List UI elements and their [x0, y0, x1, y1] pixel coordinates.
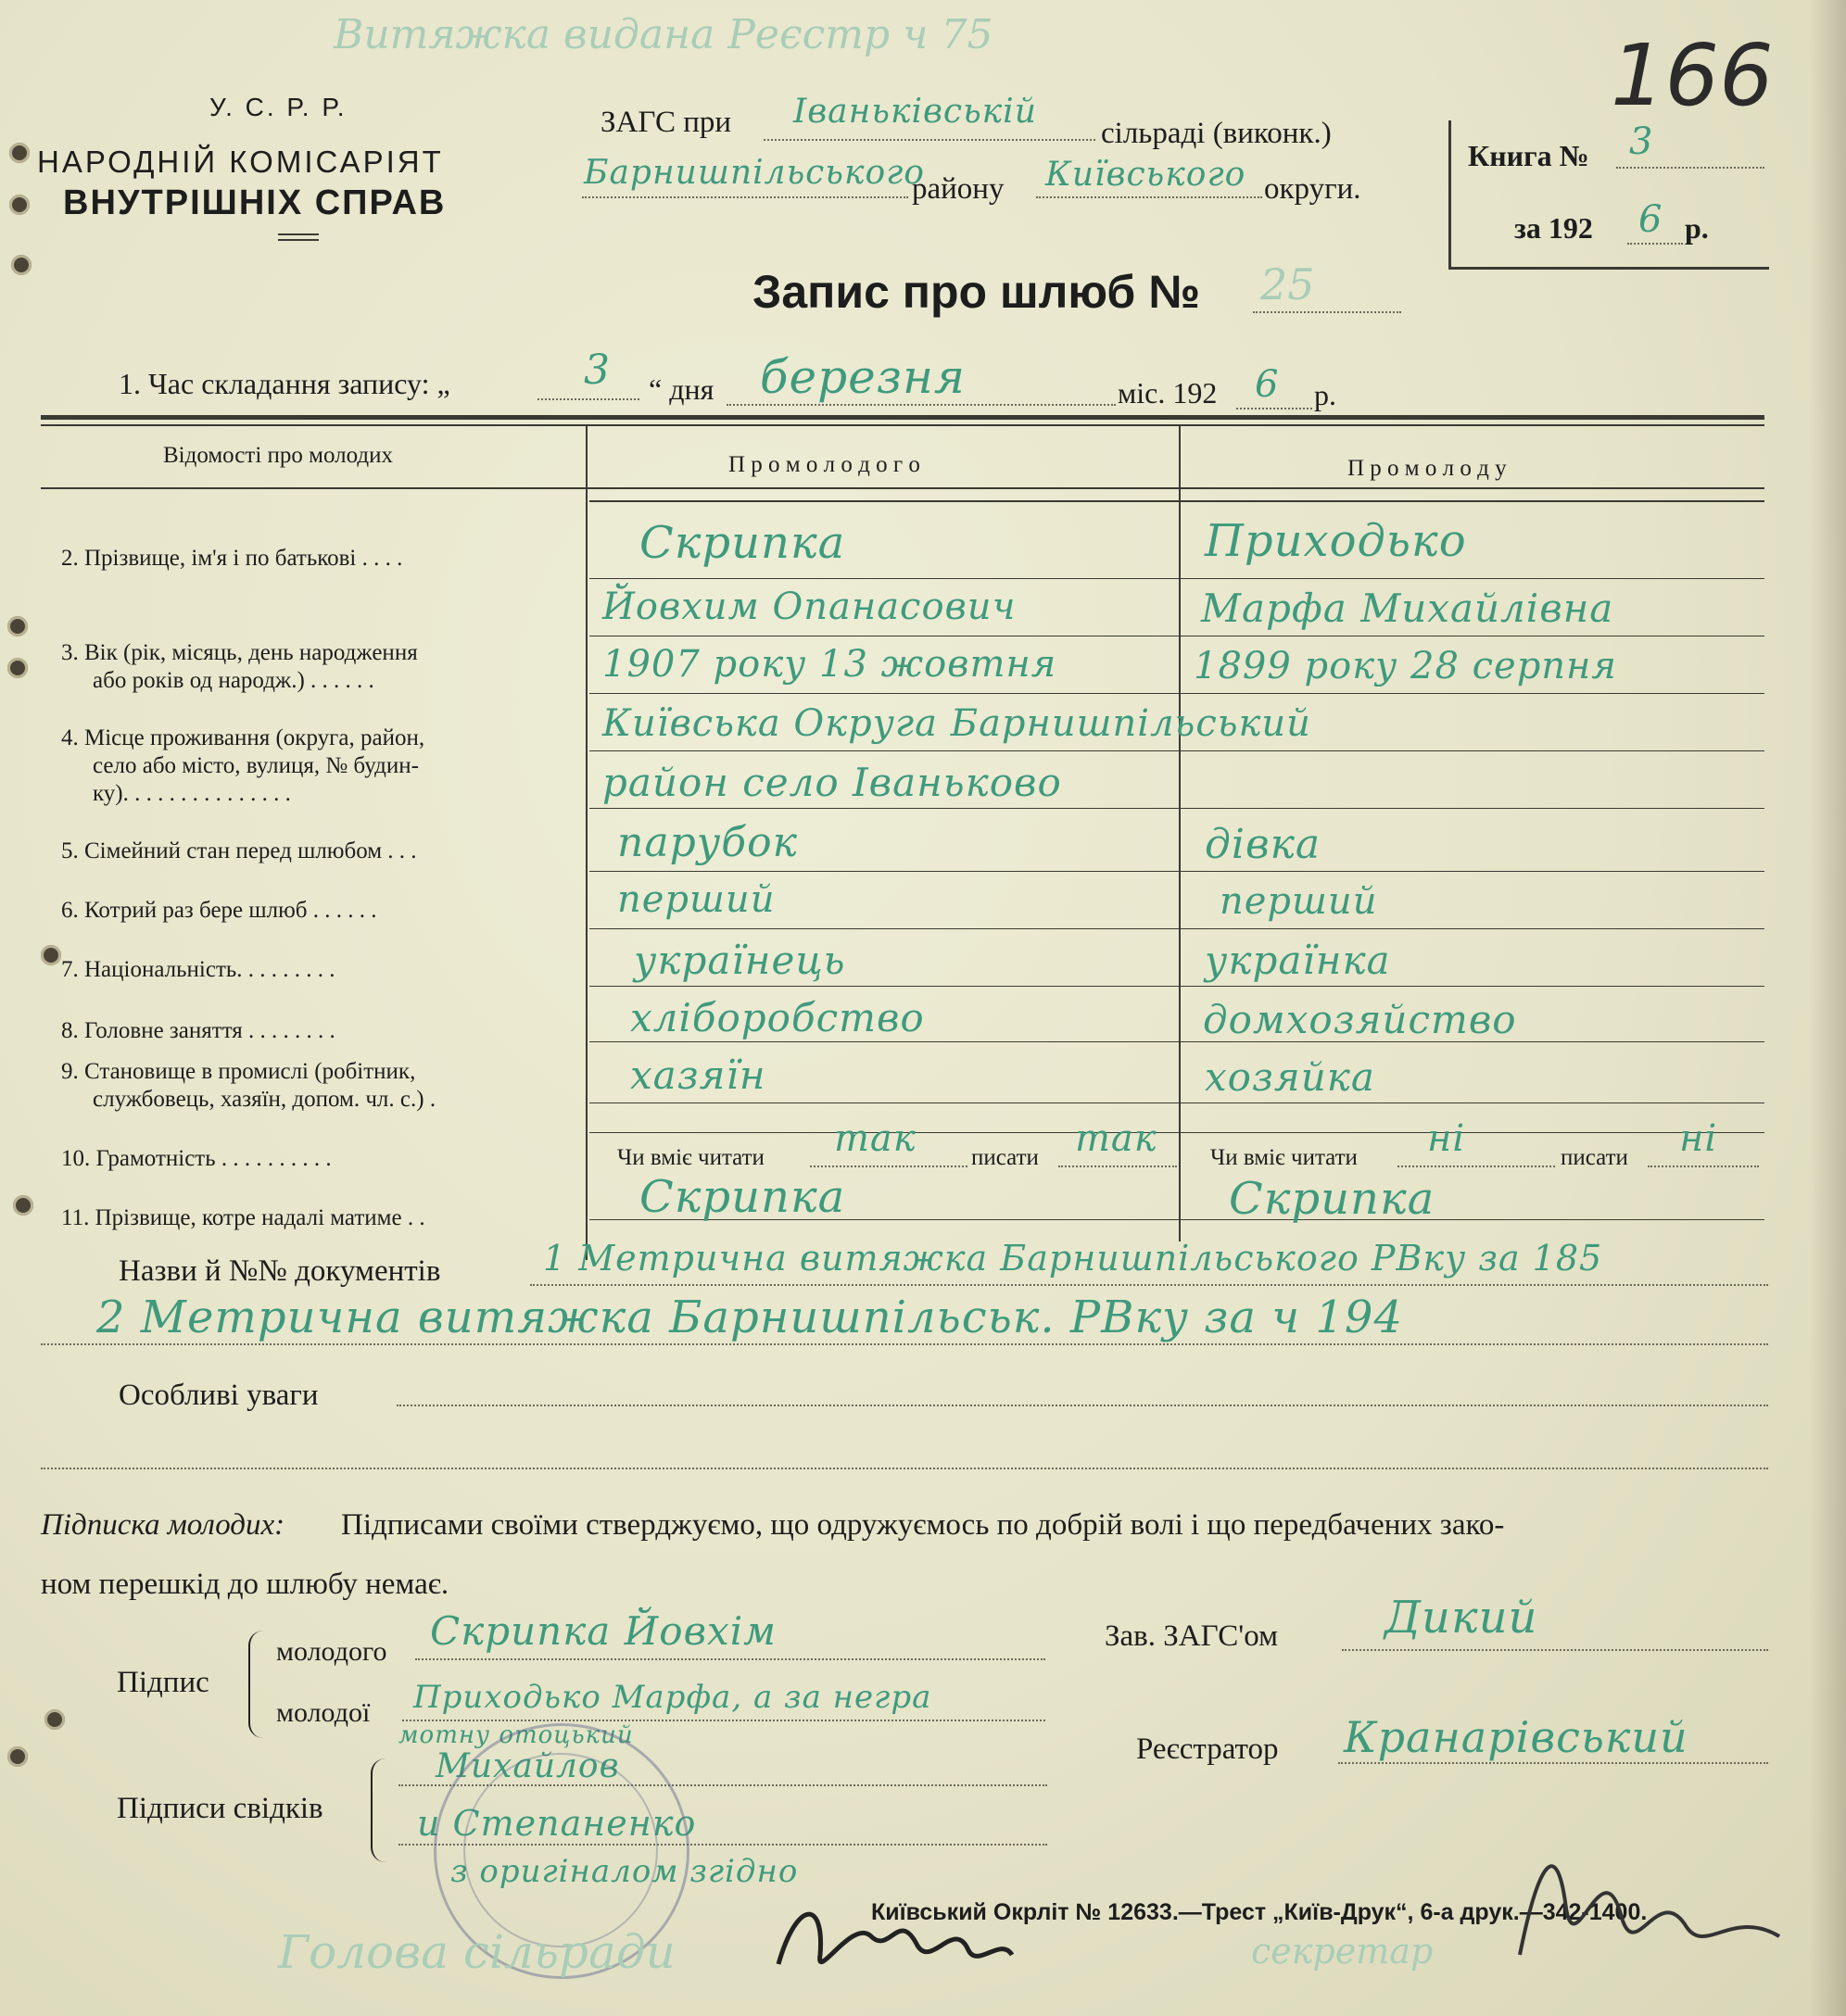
village-council-value: Іваньківській	[793, 93, 1037, 131]
groom-occupation: хліборобство	[630, 995, 925, 1040]
groom-name: Йовхим Опанасович	[602, 586, 1017, 628]
table-top-rule	[41, 424, 1764, 426]
book-year-digit: 6	[1638, 198, 1663, 241]
groom-future-surname: Скрипка	[639, 1171, 846, 1223]
documents-line1: 1 Метрична витяжка Барнишпільського РВку за 185	[543, 1238, 1603, 1279]
witnesses-label: Підписи свідків	[117, 1792, 323, 1825]
dotted-line	[810, 1166, 967, 1167]
row-rule	[589, 871, 1764, 872]
groom-position: хазяїн	[630, 1052, 766, 1098]
binder-hole	[9, 143, 30, 163]
signature-label: Підпис	[117, 1666, 209, 1699]
witness-bracket	[371, 1758, 386, 1862]
record-month: березня	[760, 350, 967, 404]
district-value: Барнишпільського	[584, 154, 925, 192]
record-time-label: 1. Час складання запису: „	[119, 367, 450, 400]
page-number: 166	[1611, 26, 1774, 125]
dotted-line	[415, 1658, 1045, 1660]
row-rule	[589, 986, 1764, 987]
remarks-label: Особливі уваги	[119, 1379, 319, 1412]
page-edge-shadow	[1809, 0, 1846, 2016]
column-divider	[1179, 426, 1181, 1241]
table-header-rule	[589, 500, 1764, 502]
bride-name: Марфа Михайлівна	[1201, 586, 1614, 631]
record-year-suffix: р.	[1314, 378, 1336, 411]
declaration-lead: Підписка молодих:	[41, 1508, 285, 1542]
commissariat-line1: НАРОДНІЙ КОМІСАРІЯТ	[37, 145, 444, 179]
bride-occupation: домхозяйство	[1203, 997, 1517, 1042]
binder-hole	[7, 1746, 28, 1767]
column-header-bride: П р о м о л о д у	[1347, 456, 1507, 481]
row-rule	[589, 578, 1764, 579]
row-label-surname: 2. Прізвище, ім'я і по батькові . . . .	[61, 546, 403, 571]
book-box-border	[1448, 120, 1451, 269]
book-year-label: за 192	[1514, 211, 1593, 245]
column-header-groom: П р о м о л о д о г о	[728, 452, 920, 477]
binder-hole	[41, 945, 61, 965]
bride-future-surname: Скрипка	[1229, 1173, 1435, 1225]
dotted-line	[1648, 1166, 1759, 1167]
row-label-residence-3: ку). . . . . . . . . . . . . . .	[93, 781, 291, 806]
ussr-header: У. С. Р. Р.	[209, 93, 348, 121]
dotted-line	[1627, 243, 1683, 245]
bride-nationality: українка	[1205, 938, 1391, 983]
row-label-occupation: 8. Головне заняття . . . . . . . .	[61, 1018, 335, 1043]
dotted-line	[397, 1405, 1768, 1406]
row-label-residence: 4. Місце проживання (округа, район,	[61, 725, 425, 750]
dotted-line	[1338, 1762, 1768, 1764]
secretary-note: секретар	[1251, 1931, 1434, 1972]
row-rule	[589, 693, 1764, 694]
pencil-note-top: Витяжка видана Реєстр ч 75	[334, 11, 993, 58]
groom-times: перший	[617, 878, 776, 921]
bride-signature-2: мотну отоцький	[398, 1721, 634, 1749]
bride-write-label: писати	[1561, 1145, 1628, 1170]
groom-write: так	[1075, 1117, 1157, 1160]
binder-hole	[7, 658, 28, 678]
column-header-info: Відомості про молодих	[163, 443, 393, 468]
row-rule	[589, 928, 1764, 929]
documents-line2: 2 Метрична витяжка Барнишпільськ. РВку за ч 194	[96, 1292, 1404, 1343]
witness-1: Михайлов	[436, 1747, 620, 1785]
groom-marital: парубок	[617, 819, 798, 866]
row-label-future-surname: 11. Прізвище, котре надалі матиме . .	[61, 1205, 425, 1230]
row-label-literacy: 10. Грамотність . . . . . . . . . .	[61, 1146, 332, 1171]
row-label-position: 9. Становище в промислі (робітник,	[61, 1059, 416, 1084]
record-day: 3	[584, 346, 611, 394]
row-label-position-2: службовець, хазяїн, допом. чл. с.) .	[93, 1087, 436, 1112]
binder-hole	[13, 1195, 33, 1216]
column-divider	[586, 426, 588, 1260]
bride-write: ні	[1679, 1117, 1718, 1160]
groom-nationality: українець	[634, 938, 846, 983]
signature-bracket	[248, 1631, 263, 1738]
record-number: 25	[1260, 259, 1315, 309]
dotted-line	[41, 1468, 1768, 1469]
row-label-nationality: 7. Національність. . . . . . . . .	[61, 957, 335, 982]
dotted-line	[1058, 1166, 1177, 1167]
dotted-line	[727, 404, 1116, 406]
row-rule	[589, 1132, 1764, 1133]
groom-age: 1907 року 13 жовтня	[602, 643, 1057, 686]
groom-signature: Скрипка Йовхім	[430, 1608, 777, 1654]
witness-2: и Степаненко	[417, 1803, 697, 1844]
dotted-line	[764, 139, 1095, 141]
zags-prefix: ЗАГС при	[601, 106, 732, 139]
bride-position: хозяйка	[1205, 1054, 1375, 1100]
head-label: Зав. ЗАГС'ом	[1105, 1619, 1278, 1653]
documents-label: Назви й №№ документів	[119, 1254, 441, 1288]
bride-marital: дівка	[1205, 821, 1321, 868]
row-label-residence-2: село або місто, вулиця, № будин-	[93, 753, 419, 778]
official-stamp-inner	[463, 1753, 658, 1947]
dotted-line	[1236, 408, 1312, 410]
dotted-line	[1036, 196, 1262, 198]
declaration-text-1: Підписами своїми стверджуємо, що одружуємось по добрій волі і що передбачених зако-	[341, 1508, 1505, 1542]
record-month-suffix: міс. 192	[1118, 376, 1218, 410]
binder-hole	[11, 255, 32, 275]
header-rule	[278, 239, 319, 241]
row-label-times: 6. Котрий раз бере шлюб . . . . . .	[61, 898, 377, 923]
book-number: 3	[1629, 120, 1654, 163]
binder-hole	[7, 616, 28, 636]
book-box-border	[1448, 267, 1769, 270]
record-year-digit: 6	[1255, 363, 1280, 406]
council-suffix: сільраді (виконк.)	[1101, 117, 1332, 150]
row-label-age-2: або років од народж.) . . . . . .	[93, 668, 374, 693]
groom-residence-2: район село Іваньково	[602, 760, 1062, 805]
row-rule	[589, 1102, 1764, 1103]
row-label-age: 3. Вік (рік, місяць, день народження	[61, 640, 418, 665]
bride-age: 1899 року 28 серпня	[1194, 645, 1617, 687]
row-rule	[589, 1041, 1764, 1042]
dotted-line	[1616, 167, 1764, 169]
groom-surname: Скрипка	[639, 517, 846, 569]
registrar-signature: Кранарівський	[1344, 1712, 1688, 1762]
groom-signature-label: молодого	[276, 1636, 387, 1667]
dotted-line	[582, 196, 908, 198]
secretary-signature-scribble	[1501, 1825, 1798, 1983]
declaration-text-2: ном перешкід до шлюбу немає.	[41, 1568, 449, 1601]
header-rule	[278, 233, 319, 235]
row-rule	[589, 750, 1764, 751]
record-title: Запис про шлюб №	[752, 266, 1200, 318]
head-signature: Дикий	[1384, 1592, 1538, 1644]
dotted-line	[41, 1343, 1768, 1345]
okrug-suffix: округи.	[1264, 172, 1361, 206]
printer-imprint: Київський Окрліт № 12633.—Трест „Київ-Друк“, 6-а друк.—342-1400.	[871, 1899, 1648, 1925]
groom-write-label: писати	[971, 1145, 1039, 1170]
row-rule	[589, 808, 1764, 809]
groom-read-label: Чи вміє читати	[617, 1145, 765, 1170]
dotted-line	[1253, 311, 1401, 313]
record-day-suffix: “ дня	[649, 372, 714, 406]
witness-note: з оригіналом згідно	[450, 1853, 799, 1890]
book-year-suffix: р.	[1685, 211, 1709, 245]
dotted-line	[537, 398, 639, 400]
bride-surname: Приходько	[1205, 515, 1467, 567]
dotted-line	[1342, 1649, 1768, 1651]
binder-hole	[44, 1709, 65, 1730]
groom-read: так	[834, 1117, 917, 1160]
bride-read-label: Чи вміє читати	[1210, 1145, 1358, 1170]
table-header-rule	[41, 487, 1764, 489]
bride-times: перший	[1220, 880, 1378, 923]
okrug-value: Київського	[1045, 156, 1246, 194]
dotted-line	[530, 1284, 1768, 1286]
commissariat-line2: ВНУТРІШНІХ СПРАВ	[63, 183, 447, 222]
book-label: Книга №	[1468, 139, 1589, 172]
bride-signature: Приходько Марфа, а за негра	[413, 1679, 932, 1716]
registrar-label: Реєстратор	[1136, 1732, 1279, 1766]
district-suffix: району	[912, 172, 1005, 206]
chair-note: Голова сільради	[278, 1925, 676, 1979]
bride-signature-label: молодої	[276, 1697, 371, 1728]
bride-read: ні	[1427, 1117, 1466, 1160]
row-label-marital: 5. Сімейний стан перед шлюбом . . .	[61, 838, 417, 863]
table-top-rule	[41, 415, 1764, 420]
groom-residence-1: Київська Округа Барнишпільський	[602, 702, 1311, 745]
dotted-line	[1397, 1166, 1555, 1167]
binder-hole	[9, 195, 30, 215]
chair-signature-scribble	[769, 1881, 1019, 1992]
